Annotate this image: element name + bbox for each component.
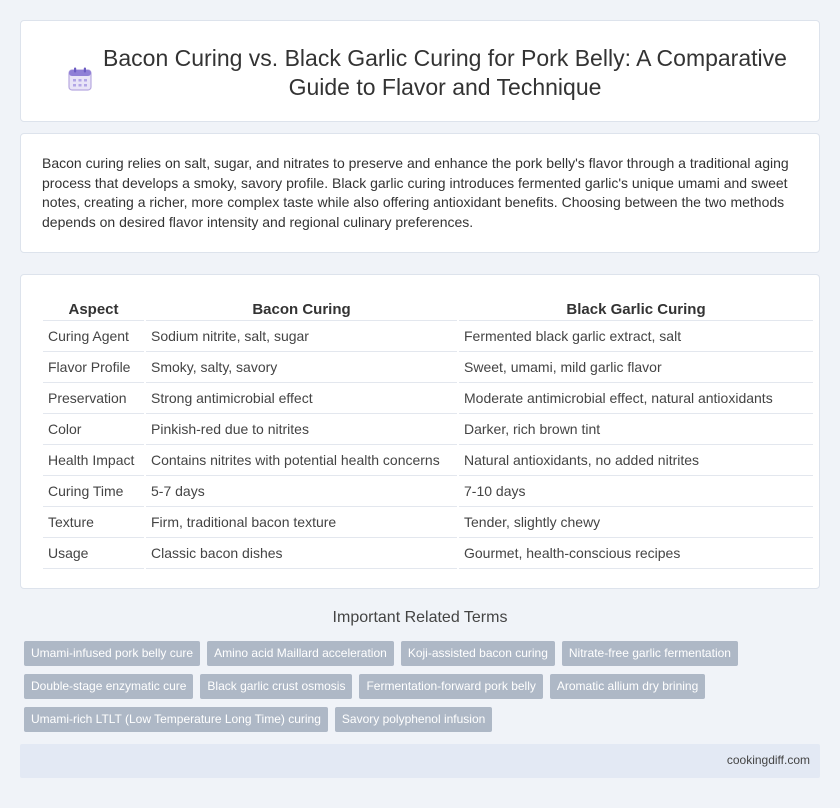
table-cell: Health Impact	[43, 444, 145, 475]
table-row	[43, 382, 813, 413]
column-header-aspect: Aspect	[43, 295, 145, 320]
related-term-tag[interactable]: Umami-rich LTLT (Low Temperature Long Time) curing	[24, 707, 328, 732]
table-cell: Natural antioxidants, no added nitrites	[458, 444, 813, 475]
table-cell: Curing Agent	[43, 320, 145, 351]
table-cell: 5-7 days	[145, 475, 458, 506]
table-cell: Curing Time	[43, 475, 145, 506]
table-row	[43, 413, 813, 444]
table-row	[43, 351, 813, 382]
table-row	[43, 444, 813, 475]
table-cell: Pinkish-red due to nitrites	[145, 413, 458, 444]
table-cell: Darker, rich brown tint	[458, 413, 813, 444]
table-cell: Color	[43, 413, 145, 444]
page-title: Bacon Curing vs. Black Garlic Curing for Pork Belly: A Comparative Guide to Flavor and Technique	[103, 45, 787, 100]
table-cell: Sweet, umami, mild garlic flavor	[458, 351, 813, 382]
table-header-row	[43, 295, 813, 320]
table-cell: Flavor Profile	[43, 351, 145, 382]
table-cell: Texture	[43, 506, 145, 537]
column-header-black-garlic-curing: Black Garlic Curing	[458, 295, 813, 320]
related-term-tag[interactable]: Koji-assisted bacon curing	[401, 641, 555, 666]
table-row	[43, 537, 813, 568]
title-card	[20, 20, 820, 122]
comparison-table-card	[20, 274, 820, 589]
table-cell: Firm, traditional bacon texture	[145, 506, 458, 537]
summary-text: Bacon curing relies on salt, sugar, and nitrates to preserve and enhance the pork belly's flavor through a traditional aging process that develops a smoky, savory profile. Black garlic curing introduces fermented garlic's unique umami and sweet notes, creating a richer, more complex taste while also offering antioxidant benefits. Choosing between the two methods depends on desired flavor intensity and regional culinary preferences.	[42, 155, 789, 230]
footer-site-link[interactable]: cookingdiff.com	[726, 753, 810, 767]
related-term-tag[interactable]: Umami-infused pork belly cure	[24, 641, 200, 666]
related-terms-list	[24, 641, 784, 732]
related-term-tag[interactable]: Aromatic allium dry brining	[550, 674, 705, 699]
table-cell: Classic bacon dishes	[145, 537, 458, 568]
table-cell: Tender, slightly chewy	[458, 506, 813, 537]
related-term-tag[interactable]: Nitrate-free garlic fermentation	[562, 641, 738, 666]
table-cell: 7-10 days	[458, 475, 813, 506]
table-cell: Fermented black garlic extract, salt	[458, 320, 813, 351]
table-cell: Moderate antimicrobial effect, natural antioxidants	[458, 382, 813, 413]
related-term-tag[interactable]: Amino acid Maillard acceleration	[207, 641, 394, 666]
table-cell: Usage	[43, 537, 145, 568]
footer	[20, 744, 820, 778]
table-cell: Contains nitrites with potential health concerns	[145, 444, 458, 475]
comparison-table	[43, 295, 813, 569]
related-term-tag[interactable]: Black garlic crust osmosis	[200, 674, 352, 699]
summary-card	[20, 133, 820, 253]
table-cell: Gourmet, health-conscious recipes	[458, 537, 813, 568]
column-header-bacon-curing: Bacon Curing	[145, 295, 458, 320]
table-row	[43, 506, 813, 537]
table-cell: Strong antimicrobial effect	[145, 382, 458, 413]
table-cell: Sodium nitrite, salt, sugar	[145, 320, 458, 351]
related-term-tag[interactable]: Double-stage enzymatic cure	[24, 674, 193, 699]
related-term-tag[interactable]: Savory polyphenol infusion	[335, 707, 492, 732]
related-terms-heading: Important Related Terms	[332, 609, 508, 626]
table-cell: Smoky, salty, savory	[145, 351, 458, 382]
table-row	[43, 320, 813, 351]
related-term-tag[interactable]: Fermentation-forward pork belly	[359, 674, 542, 699]
table-cell: Preservation	[43, 382, 145, 413]
table-row	[43, 475, 813, 506]
